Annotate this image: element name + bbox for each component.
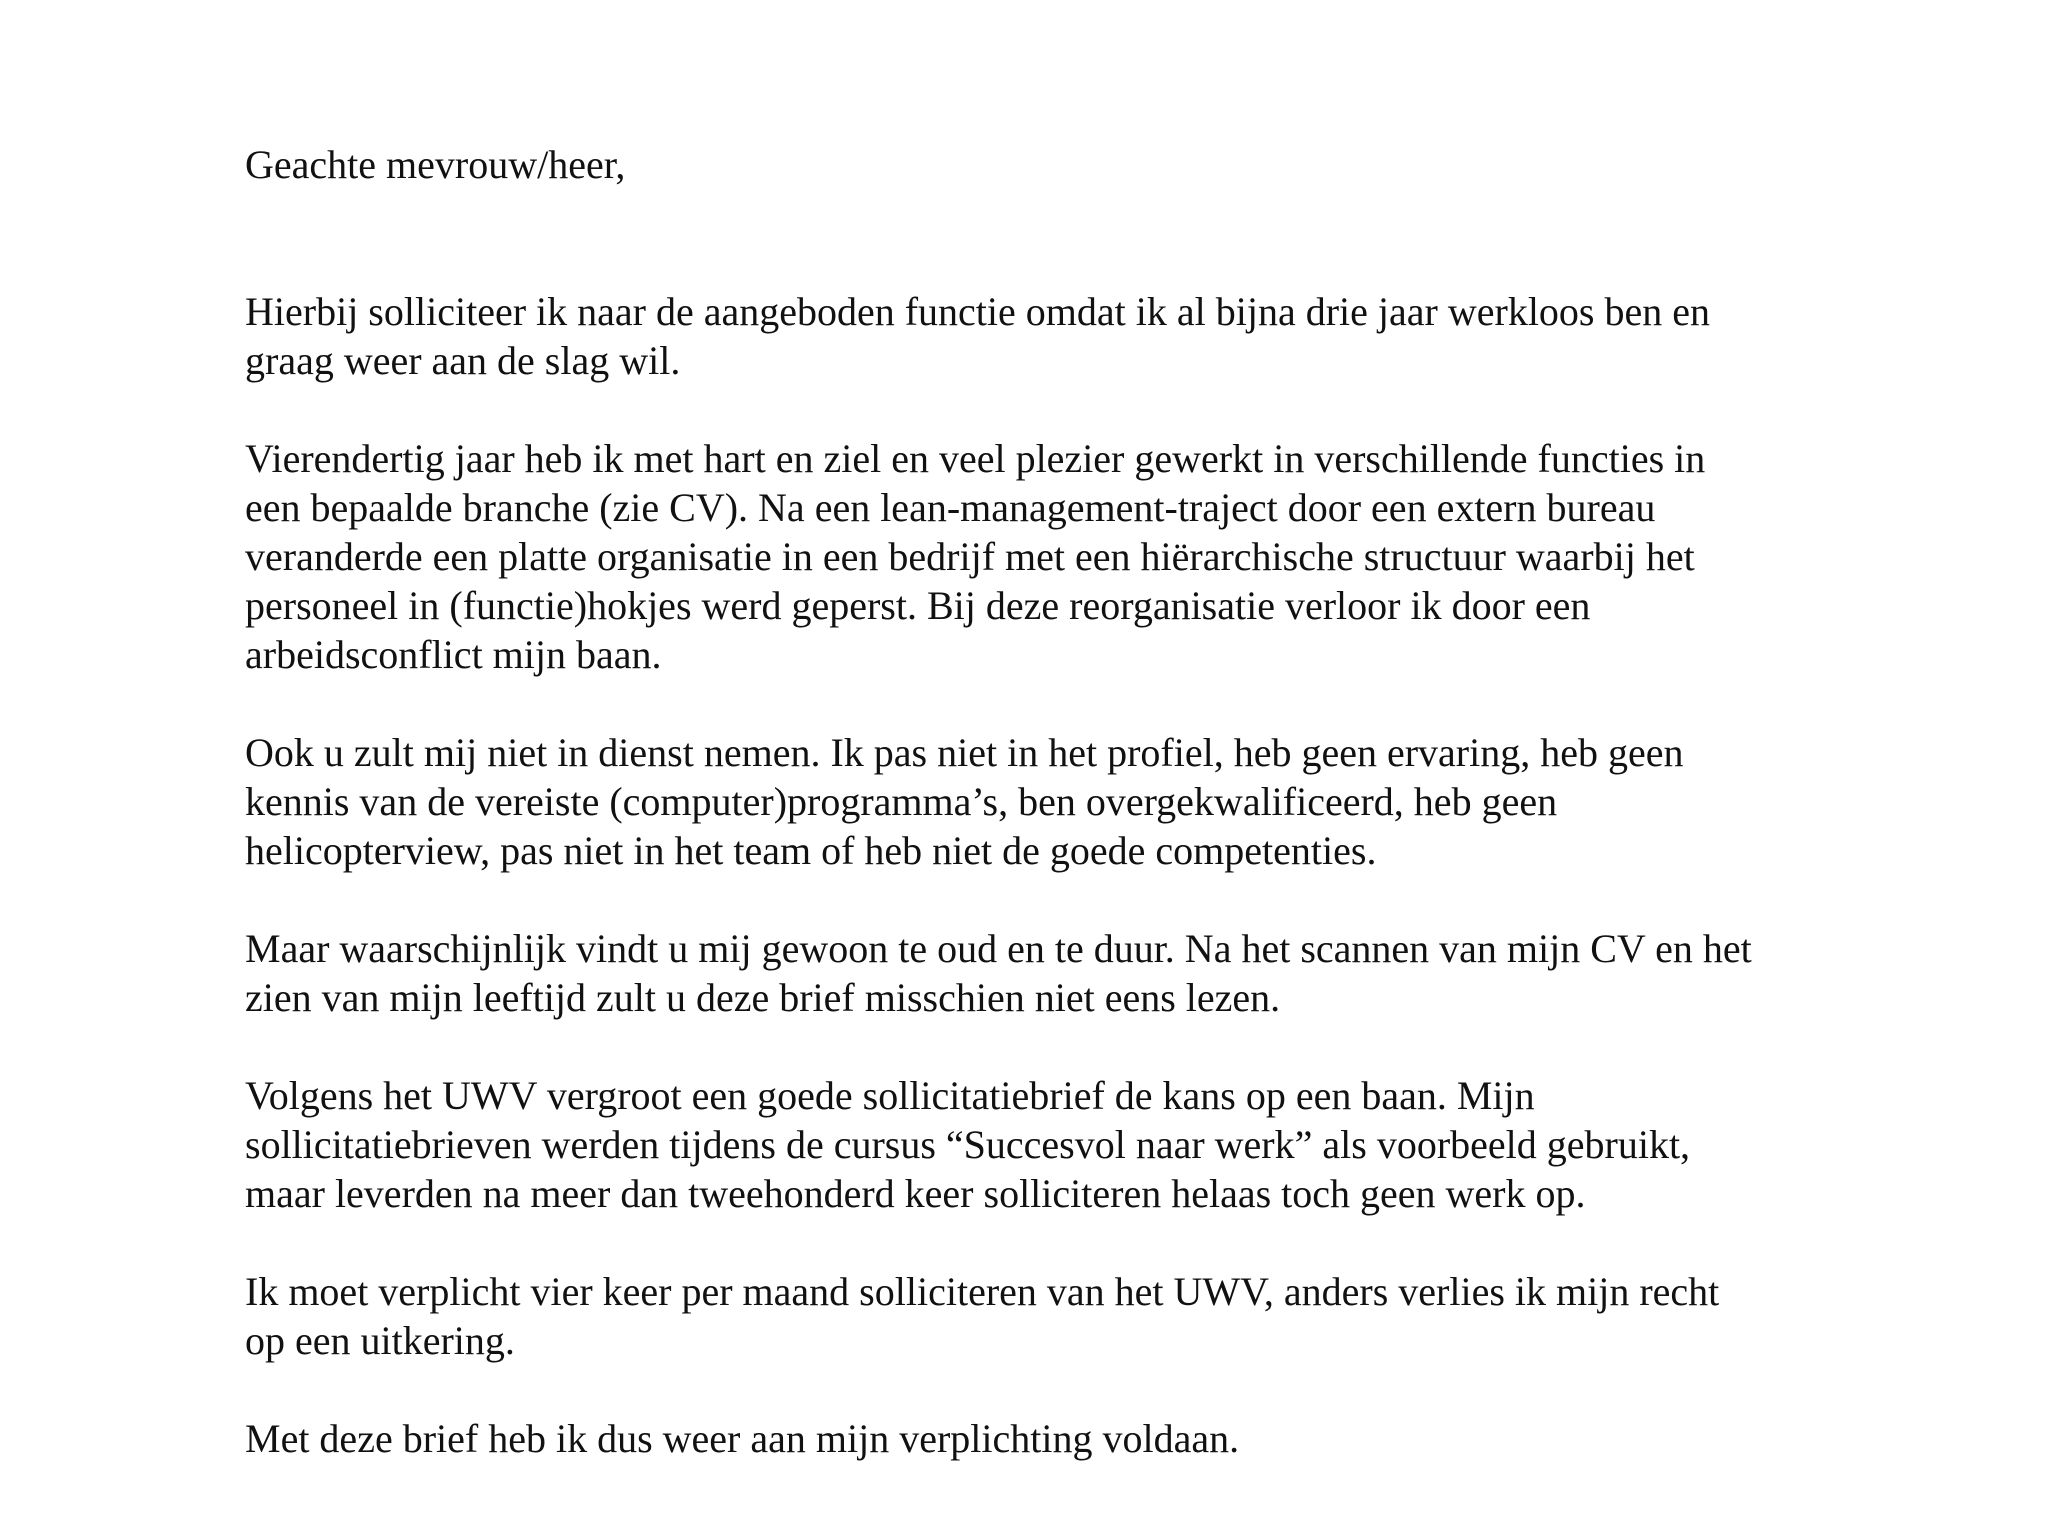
text-line: kennis van de vereiste (computer)programma’s, ben overgekwalificeerd, heb geen: [245, 779, 1558, 824]
paragraph-7: [245, 1414, 1845, 1463]
paragraph-5: [245, 1071, 1845, 1218]
paragraph-4: [245, 924, 1845, 1022]
paragraph-2: [245, 434, 1845, 679]
text-line: Ik moet verplicht vier keer per maand solliciteren van het UWV, anders verlies ik mijn recht: [245, 1269, 1720, 1314]
text-line: Volgens het UWV vergroot een goede sollicitatiebrief de kans op een baan. Mijn: [245, 1073, 1535, 1118]
letter-body: [245, 140, 1845, 1512]
text-line: personeel in (functie)hokjes werd geperst. Bij deze reorganisatie verloor ik door een: [245, 583, 1591, 628]
text-line: Met deze brief heb ik dus weer aan mijn verplichting voldaan.: [245, 1416, 1240, 1461]
text-line: graag weer aan de slag wil.: [245, 338, 681, 383]
text-line: arbeidsconflict mijn baan.: [245, 632, 662, 677]
text-line: sollicitatiebrieven werden tijdens de cursus “Succesvol naar werk” als voorbeeld gebruikt,: [245, 1122, 1691, 1167]
text-line: Ook u zult mij niet in dienst nemen. Ik pas niet in het profiel, heb geen ervaring, heb geen: [245, 730, 1684, 775]
text-line: Vierendertig jaar heb ik met hart en ziel en veel plezier gewerkt in verschillende functies in: [245, 436, 1706, 481]
paragraph-1: [245, 287, 1845, 385]
text-line: helicopterview, pas niet in het team of heb niet de goede competenties.: [245, 828, 1377, 873]
text-line: Maar waarschijnlijk vindt u mij gewoon te oud en te duur. Na het scannen van mijn CV en het: [245, 926, 1752, 971]
text-line: een bepaalde branche (zie CV). Na een lean-management-traject door een extern bureau: [245, 485, 1656, 530]
paragraph-3: [245, 728, 1845, 875]
text-line: Hierbij solliciteer ik naar de aangeboden functie omdat ik al bijna drie jaar werkloos ben en: [245, 289, 1710, 334]
text-line: op een uitkering.: [245, 1318, 515, 1363]
paragraph-6: [245, 1267, 1845, 1365]
text-line: maar leverden na meer dan tweehonderd keer solliciteren helaas toch geen werk op.: [245, 1171, 1586, 1216]
text-line: zien van mijn leeftijd zult u deze brief misschien niet eens lezen.: [245, 975, 1281, 1020]
text-line: veranderde een platte organisatie in een bedrijf met een hiërarchische structuur waarbij het: [245, 534, 1695, 579]
salutation: Geachte mevrouw/heer,: [245, 142, 626, 187]
